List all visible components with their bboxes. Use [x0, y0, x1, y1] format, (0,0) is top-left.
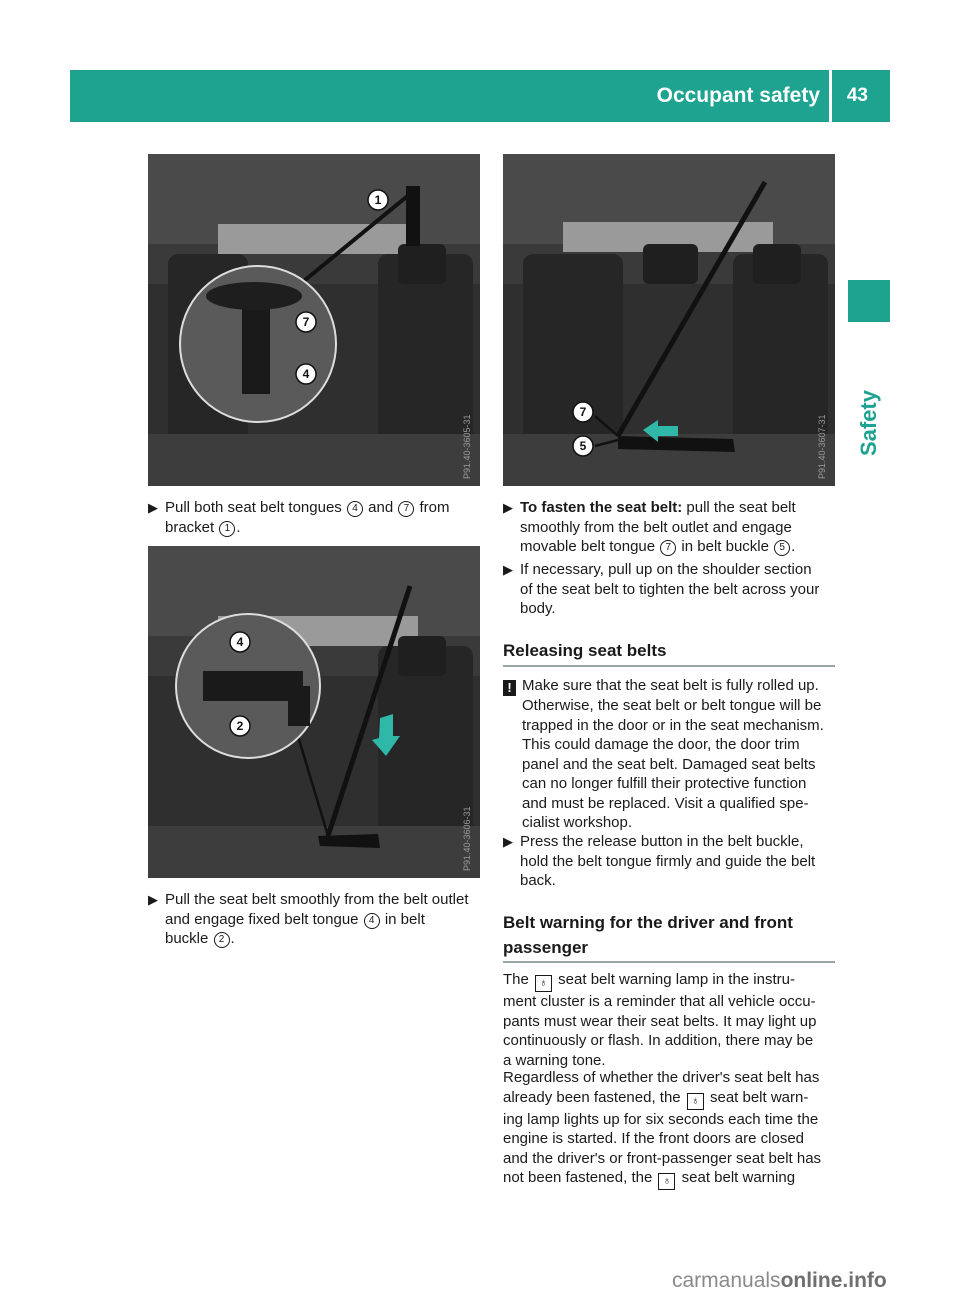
ref-4: 4: [364, 913, 380, 929]
step-fasten-seat-belt: ▶ To fasten the seat belt: pull the seat belt smoothly from the belt outlet and engage movable belt tongue 7 in belt buckle 5 .: [503, 499, 796, 555]
paragraph-driver-belt: Regardless of whether the driver's seat belt has already been fastened, the ♁ seat belt warn- ing lamp lights up for six seconds each time the engine is started. If the front doors are closed and the driver's or front-passenger seat belt has not been fastened, the ♁ seat belt warning: [503, 1068, 835, 1190]
fig3-callout-7: 7: [579, 405, 587, 419]
heading-rule: [503, 961, 835, 963]
heading-rule: [503, 665, 835, 667]
step-release-button: ▶ Press the release button in the belt buckle, hold the belt tongue firmly and guide the belt back.: [503, 833, 816, 889]
seat-belt-warning-lamp-icon: ♁: [687, 1093, 704, 1110]
step-tighten-belt: ▶ If necessary, pull up on the shoulder section of the seat belt to tighten the belt across your body.: [503, 561, 820, 617]
side-tab-label: Safety: [856, 390, 881, 457]
seat-belt-warning-lamp-icon: ♁: [658, 1173, 675, 1190]
step-arrow-icon: ▶: [503, 562, 513, 577]
step-engage-fixed-tongue: ▶ Pull the seat belt smoothly from the belt outlet and engage fixed belt tongue 4 in belt buckle 2 .: [148, 891, 469, 947]
fig3-code: P91.40-3607-31: [817, 414, 827, 479]
page-number: 43: [846, 85, 868, 106]
fig3-callout-5: 5: [579, 439, 587, 453]
heading-belt-warning: Belt warning for the driver and front passenger: [503, 913, 793, 957]
ref-5: 5: [774, 540, 790, 556]
ref-1: 1: [219, 521, 235, 537]
header-bar: [70, 70, 890, 122]
figure-2-photo: [148, 546, 480, 878]
figure-3-illustration: [503, 154, 835, 486]
section-title: Occupant safety: [656, 84, 820, 107]
fig2-code: P91.40-3606-31: [462, 806, 472, 871]
header-separator: [829, 70, 832, 122]
side-tab-block: [848, 280, 890, 322]
fig1-callout-1: 1: [374, 193, 382, 207]
ref-7: 7: [398, 501, 414, 517]
fig2-callout-2: 2: [236, 719, 244, 733]
ref-7: 7: [660, 540, 676, 556]
figure-1-illustration: [148, 154, 480, 486]
figure-2-illustration: [148, 546, 480, 878]
warning-note: ! Make sure that the seat belt is fully rolled up. Otherwise, the seat belt or belt tongue will be trapped in the door or in the seat mechanism. This could damage the door, the door trim panel and the seat belt. Damaged seat belts can no longer fulfill their protective function and must be replaced. Visit a qualified spe- cialist workshop.: [503, 676, 835, 833]
step-arrow-icon: ▶: [503, 834, 513, 849]
ref-4: 4: [347, 501, 363, 517]
fig1-code: P91.40-3605-31: [462, 414, 472, 479]
watermark: carmanualsonline.info: [672, 1269, 887, 1292]
figure-3-photo: [503, 154, 835, 486]
seat-belt-warning-lamp-icon: ♁: [535, 975, 552, 992]
fig1-callout-7: 7: [302, 315, 310, 329]
ref-2: 2: [214, 932, 230, 948]
paragraph-warning-lamp: The ♁ seat belt warning lamp in the instru- ment cluster is a reminder that all vehicle occu- pants must wear their seat belts. It may light up continuously or flash. In addition, there may be a warning tone.: [503, 971, 817, 1069]
step-arrow-icon: ▶: [148, 892, 158, 907]
heading-releasing-seat-belts: Releasing seat belts: [503, 641, 667, 660]
warning-icon: !: [503, 680, 516, 696]
fig1-callout-4: 4: [302, 367, 310, 381]
step-pull-tongues: ▶ Pull both seat belt tongues 4 and 7 from bracket 1 .: [148, 499, 450, 536]
fig2-callout-4: 4: [236, 635, 244, 649]
step-arrow-icon: ▶: [148, 500, 158, 515]
figure-1-photo: [148, 154, 480, 486]
step-arrow-icon: ▶: [503, 500, 513, 515]
